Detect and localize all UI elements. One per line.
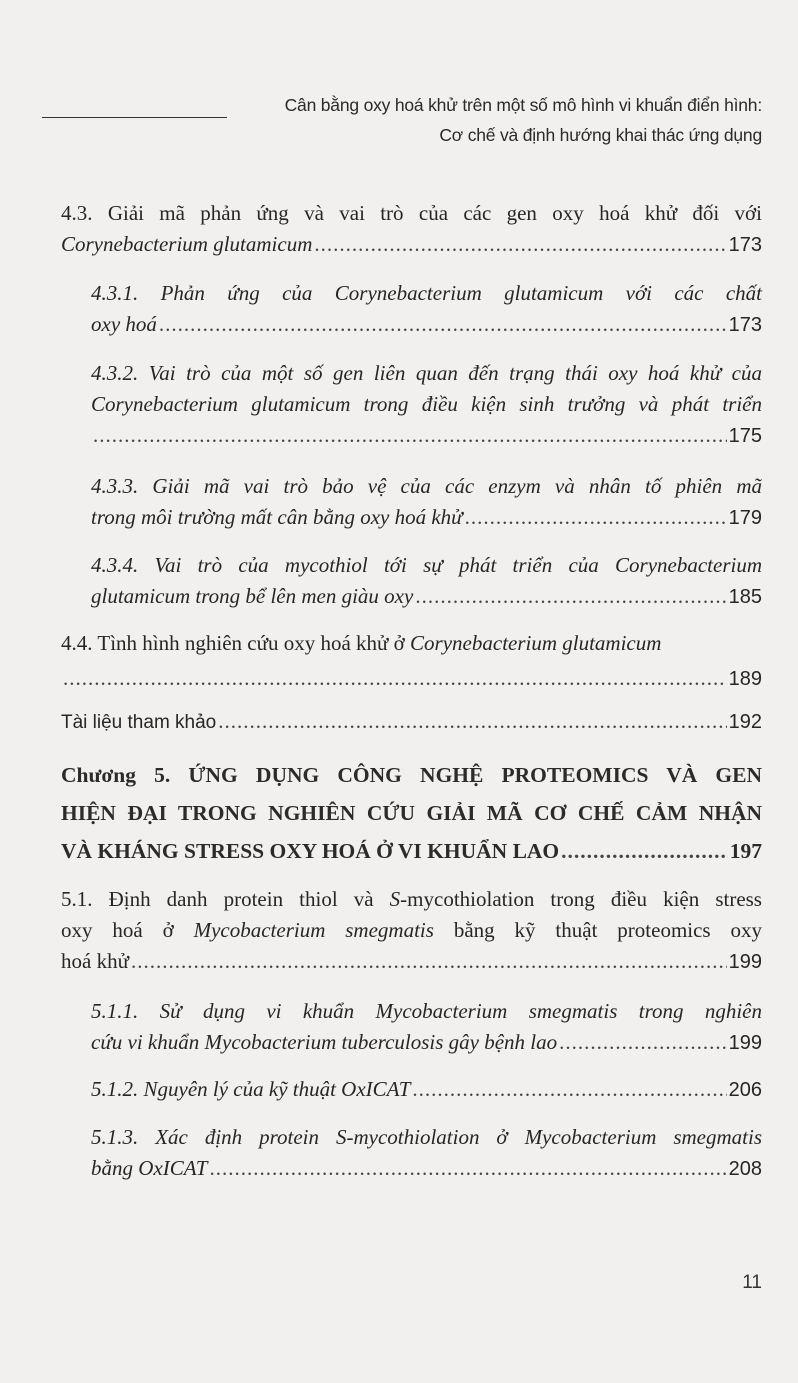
toc-entry-5-1-2[interactable]: [91, 1074, 762, 1106]
entry-italic: S: [389, 887, 401, 911]
entry-text: -mycothiolation trong điều kiện stress: [400, 887, 762, 911]
entry-title-end: trong môi trường mất cân bằng oxy hoá khử: [91, 505, 463, 529]
chapter-title-end: VÀ KHÁNG STRESS OXY HOÁ Ở VI KHUẨN LAO: [61, 839, 560, 863]
entry-line: 4.3.2. Vai trò của một số gen liên quan đến trạng thái oxy hoá khử của: [91, 361, 762, 385]
entry-line: [61, 884, 762, 915]
leader-dots: [93, 420, 727, 451]
entry-line: 4.3. Giải mã phản ứng và vai trò của các gen oxy hoá khử đối với: [61, 201, 762, 225]
entry-title: Tài liệu tham khảo: [61, 712, 217, 733]
entry-text: 5.1. Định danh protein thiol và: [61, 887, 390, 911]
toc-entry-references[interactable]: [61, 706, 762, 738]
leader-dots: [314, 229, 726, 260]
page-ref: 189: [728, 668, 762, 690]
entry-line: 4.3.4. Vai trò của mycothiol tới sự phát triển của Corynebacterium: [91, 553, 762, 577]
entry-text: bằng kỹ thuật proteomics oxy: [433, 918, 762, 942]
entry-line: 4.3.1. Phản ứng của Corynebacterium glutamicum với các chất: [91, 281, 762, 305]
running-header: [202, 90, 762, 150]
entry-line: [61, 915, 762, 946]
toc-entry-4-3-2[interactable]: [91, 358, 762, 452]
entry-title-end: glutamicum trong bể lên men giàu oxy: [91, 584, 414, 608]
entry-title-end: cứu vi khuẩn Mycobacterium tuberculosis gây bệnh lao: [91, 1030, 558, 1054]
entry-title-end: hoá khử: [61, 949, 129, 973]
page-ref: 179: [728, 507, 762, 529]
toc-entry-4-3[interactable]: [61, 198, 762, 261]
entry-line: [61, 628, 762, 659]
entry-title-end: Corynebacterium glutamicum: [61, 232, 313, 256]
entry-title-end: oxy hoá: [91, 312, 157, 336]
entry-line: 5.1.1. Sử dụng vi khuẩn Mycobacterium smegmatis trong nghiên: [91, 999, 762, 1023]
leader-dots: [559, 1027, 726, 1058]
entry-title-end: bằng OxICAT: [91, 1156, 208, 1180]
chapter-line: Chương 5. ỨNG DỤNG CÔNG NGHỆ PROTEOMICS VÀ GEN: [61, 763, 762, 787]
toc-entry-4-3-1[interactable]: [91, 278, 762, 341]
toc-entry-4-3-4[interactable]: [91, 550, 762, 613]
toc-entry-4-3-3[interactable]: [91, 471, 762, 534]
entry-italic: Corynebacterium glutamicum: [410, 631, 662, 655]
entry-title: 5.1.2. Nguyên lý của kỹ thuật OxICAT: [91, 1077, 411, 1101]
leader-dots: [561, 832, 728, 870]
header-rule: [42, 117, 227, 118]
page-ref: 192: [728, 711, 762, 733]
entry-text: oxy hoá ở: [61, 918, 194, 942]
page-ref: 185: [728, 586, 762, 608]
entry-line: 4.3.3. Giải mã vai trò bảo vệ của các enzym và nhân tố phiên mã: [91, 474, 762, 498]
page-ref: 173: [728, 314, 762, 336]
entry-italic: Mycobacterium smegmatis: [193, 918, 434, 942]
chapter-line: HIỆN ĐẠI TRONG NGHIÊN CỨU GIẢI MÃ CƠ CHẾ CẢM NHẬN: [61, 801, 762, 825]
page-ref: 175: [728, 425, 762, 447]
header-line-2: Cơ chế và định hướng khai thác ứng dụng: [439, 125, 762, 145]
leader-dots: [415, 581, 726, 612]
page-ref: 206: [728, 1079, 762, 1101]
header-line-1: Cân bằng oxy hoá khử trên một số mô hình vi khuẩn điển hình:: [284, 95, 762, 115]
toc-chapter-5[interactable]: [61, 756, 762, 870]
leader-dots: [131, 946, 727, 977]
page-ref: 208: [728, 1158, 762, 1180]
page-ref: 199: [728, 951, 762, 973]
toc-entry-5-1-1[interactable]: [91, 996, 762, 1059]
entry-text: 4.4. Tình hình nghiên cứu oxy hoá khử ở: [61, 631, 411, 655]
toc-entry-4-4[interactable]: [61, 628, 762, 695]
toc-entry-5-1-3[interactable]: [91, 1122, 762, 1185]
page-ref: 197: [729, 839, 762, 863]
entry-line: Corynebacterium glutamicum trong điều kiện sinh trưởng và phát triển: [91, 392, 762, 416]
leader-dots: [412, 1074, 726, 1105]
leader-dots: [465, 502, 727, 533]
page-ref: 173: [728, 234, 762, 256]
page-number: 11: [742, 1272, 762, 1293]
toc-entry-5-1[interactable]: [61, 884, 762, 978]
page-ref: 199: [728, 1032, 762, 1054]
leader-dots: [218, 706, 726, 737]
leader-dots: [63, 663, 727, 694]
leader-dots: [209, 1153, 726, 1184]
leader-dots: [159, 309, 727, 340]
entry-line: 5.1.3. Xác định protein S-mycothiolation ở Mycobacterium smegmatis: [91, 1125, 762, 1149]
